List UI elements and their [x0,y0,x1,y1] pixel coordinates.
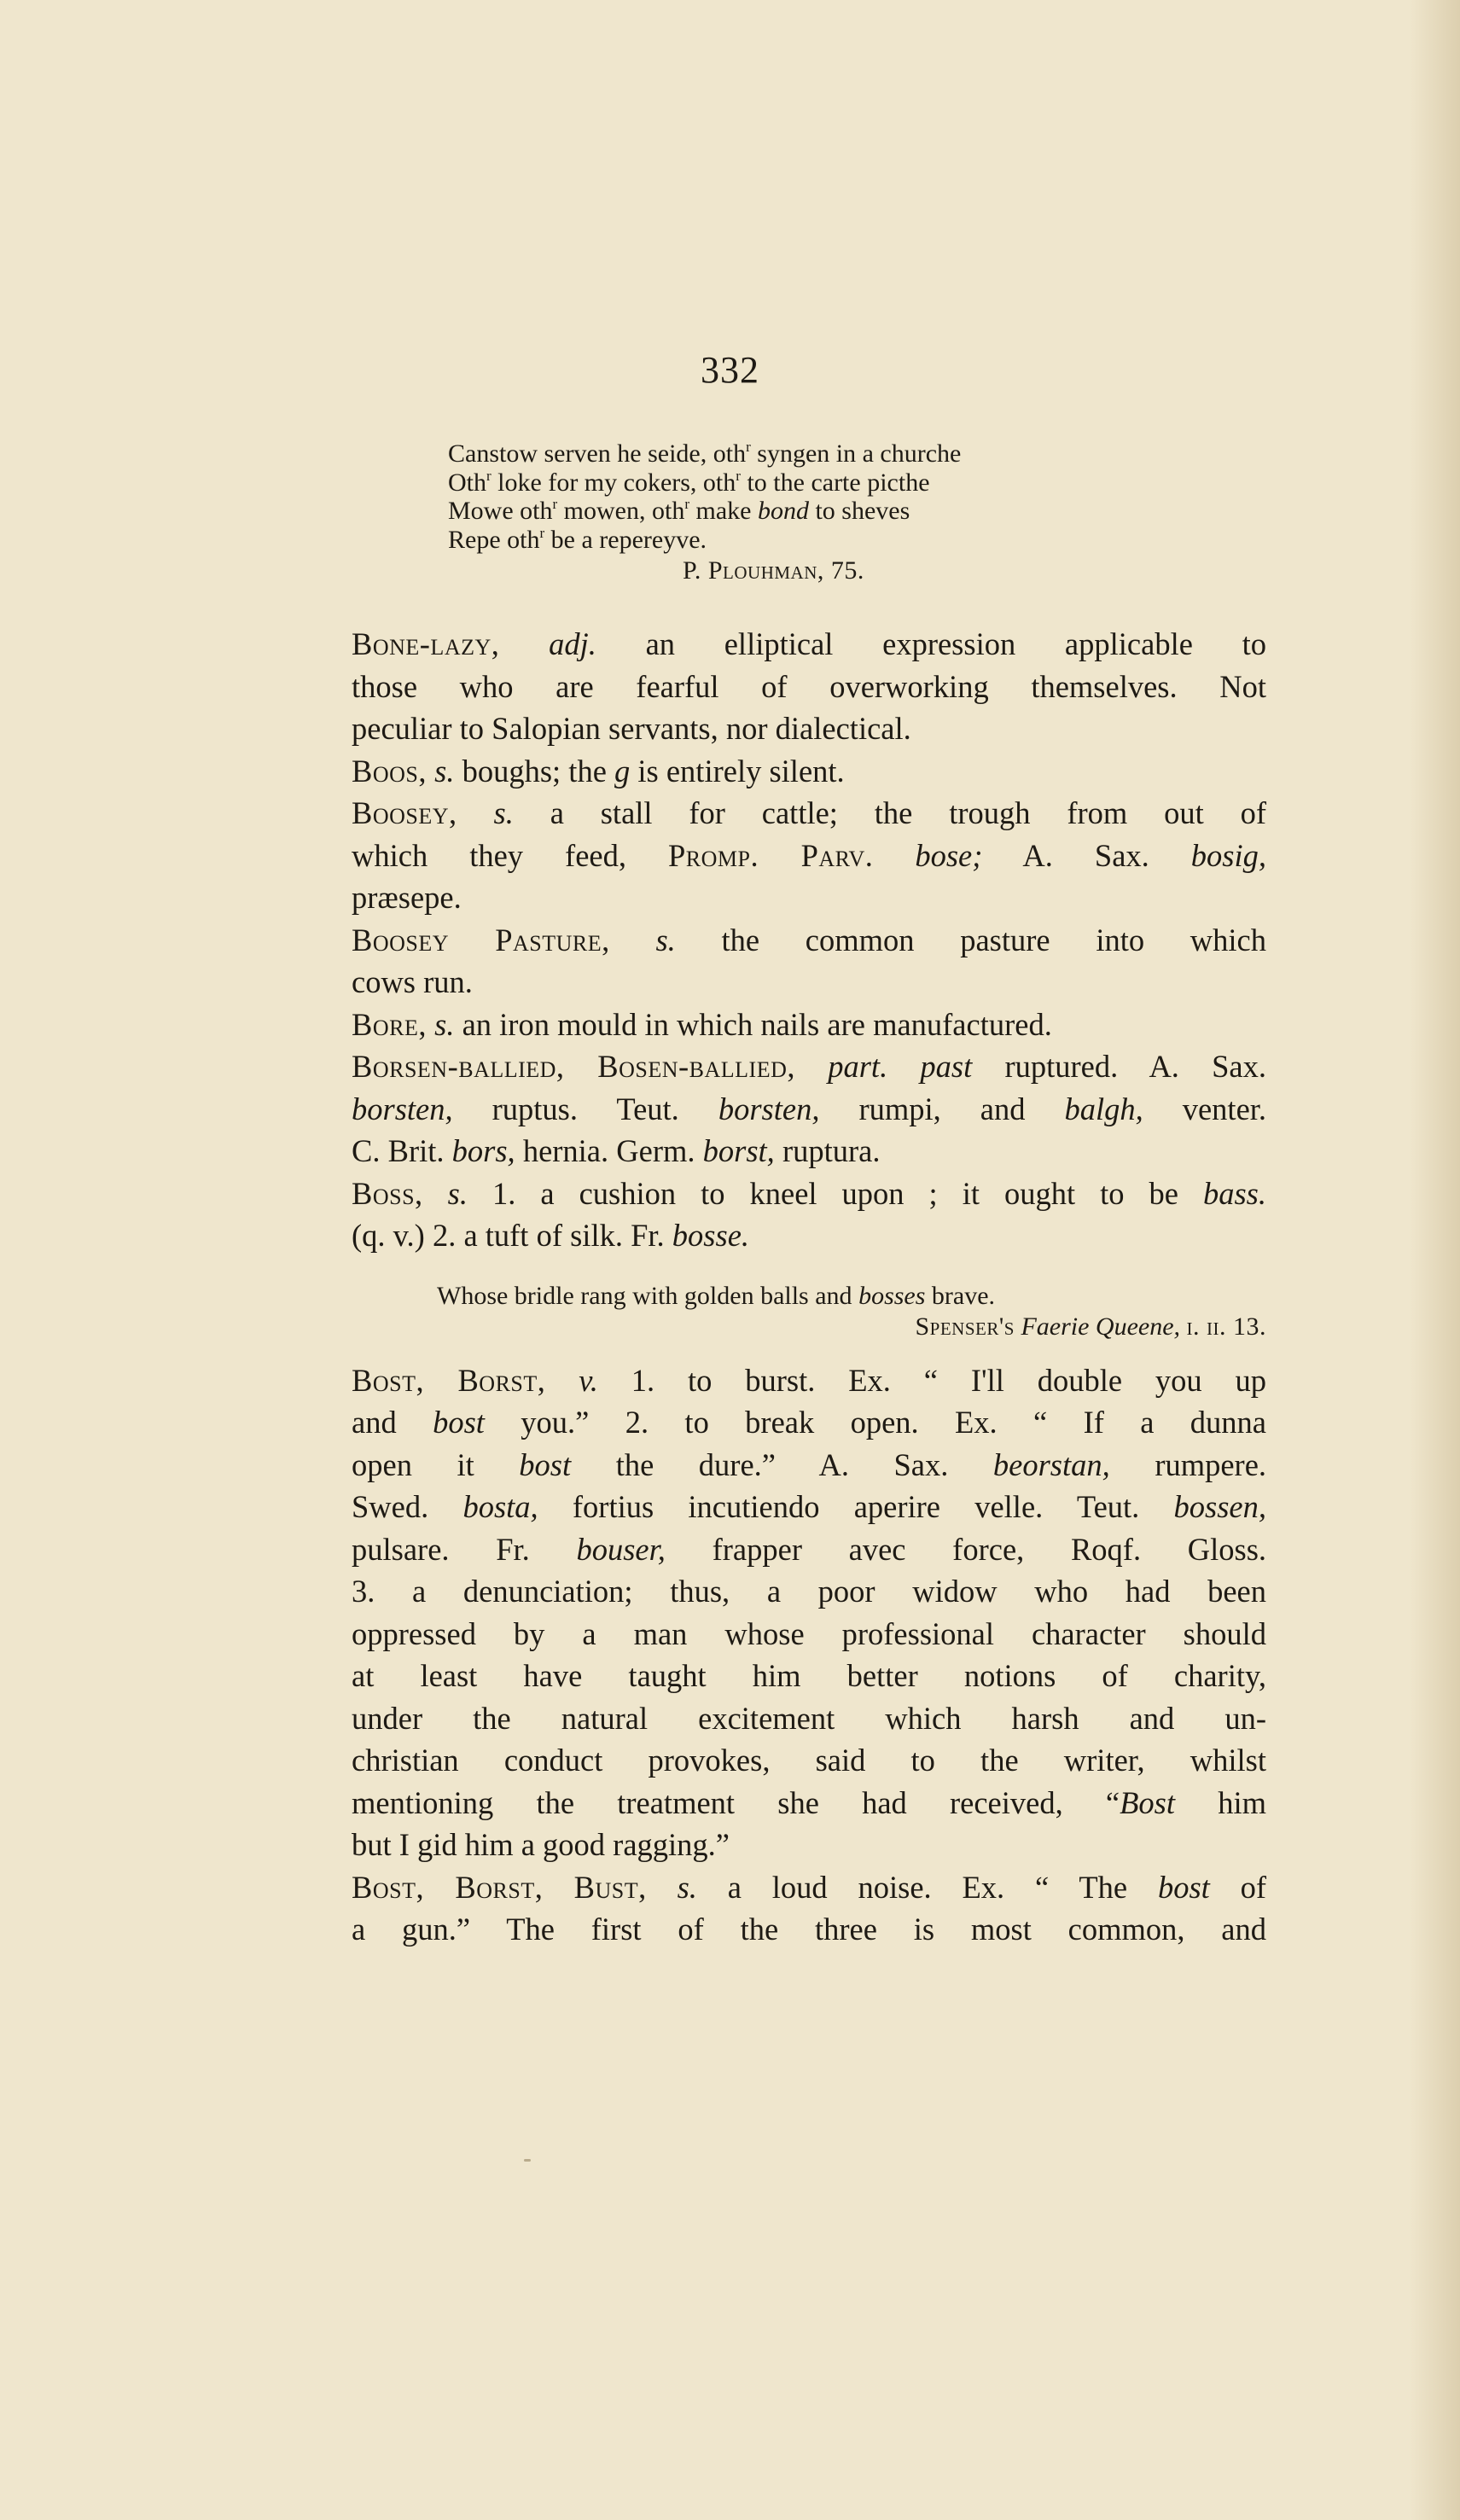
paper-mark [524,2159,531,2162]
entry-boosey: Boosey, s. a stall for cattle; the trough from out of which they feed, Promp. Parv. bose; A. Sax. bosig, præsepe. [352,795,1267,915]
headword: Bore, [352,1006,427,1042]
entry-bost-verb: Bost, Borst, v. 1. to burst. Ex. “ I'll double you up and bost you.” 2. to break open. Ex. “ If a dunna open it bost the dure.” A. Sax. beorstan, rumpere. Swed. bosta, fortius incutiendo aperire velle. Teut. bossen, pulsare. Fr. bouser, frapper avec force, Roqf. Gloss. 3. a denunciation; thus, a poor widow who had been oppressed by a man whose professional character should at least have taught him better notions of charity, under the natural excitement which harsh and un- christian conduct provokes, said to the writer, whilst mentioning the treatment she had received, “Bost him but I gid him a good ragging.” [352,1362,1267,1862]
verse-line: Canstow serven he seide, oth$^r$ syngen in a churche [448,439,962,468]
verse-line: Mowe oth$^r$ mowen, oth$^r$ make bond to sheves [448,496,910,525]
page-number: 332 [701,349,759,391]
verse-quotation [448,439,1216,585]
verse-citation: P. Plouhman, 75. [683,556,864,585]
quotation-citation: Spenser's Faerie Queene, i. ii. 13. [915,1312,1266,1341]
entry-boosey-pasture: Boosey Pasture, s. the common pasture into which cows run. [352,922,1267,999]
headword: Boosey, [352,795,457,830]
headword: Bost, Borst, Bust, [352,1869,647,1905]
dictionary-entries [352,623,1266,1951]
headword: Boos, [352,753,427,789]
verse-line: Oth$^r$ loke for my cokers, oth$^r$ to the carte picthe [448,467,930,497]
spenser-quotation: Whose bridle rang with golden balls and bosses brave. Spenser's Faerie Queene, i. ii. 13. [352,1281,1266,1342]
headword: Boosey Pasture, [352,922,610,957]
entry-boss: Boss, s. 1. a cushion to kneel upon ; it ought to be bass. (q. v.) 2. a tuft of silk. Fr. bosse. [352,1175,1266,1253]
entry-boos: Boos, s. boughs; the g is entirely silent. [352,753,845,789]
headword: Bost, Borst, [352,1362,546,1398]
entry-bore: Bore, s. an iron mould in which nails are manufactured. [352,1006,1052,1042]
entry-bone-lazy: Bone-lazy, adj. an elliptical expression applicable to those who are fearful of overworking themselves. Not peculiar to Salopian servants, nor dialectical. [352,626,1266,746]
headword: Boss, [352,1175,423,1211]
entry-bost-noun: Bost, Borst, Bust, s. a loud noise. Ex. “ The bost of a gun.” The first of the three is most common, and [352,1869,1267,1947]
headword: Borsen-ballied, Bosen-ballied, [352,1049,795,1084]
verse-line: Repe oth$^r$ be a repereyve. [448,524,707,554]
entry-borsen-ballied: Borsen-ballied, Bosen-ballied, part. past ruptured. A. Sax. borsten, ruptus. Teut. borsten, rumpi, and balgh, venter. C. Brit. bors, hernia. Germ. borst, ruptura. [352,1049,1267,1168]
headword: Bone-lazy, [352,626,500,661]
